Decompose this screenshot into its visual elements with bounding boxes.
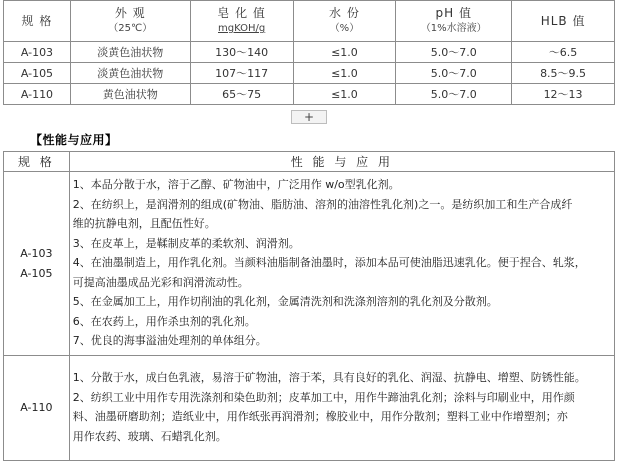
table-cell: ≤1.0: [293, 42, 396, 63]
table-cell: ≤1.0: [293, 63, 396, 84]
spec-header-cell: [512, 1, 615, 42]
table-cell: 淡黄色油状物: [70, 42, 190, 63]
header-label: 皂 化 值: [217, 6, 266, 20]
header-unit: （25℃）: [108, 23, 153, 34]
table-row: [4, 63, 615, 84]
content-line: 3、在皮革上，是鞣制皮革的柔软剂、润滑剂。: [72, 236, 300, 250]
table-cell: 12～13: [512, 84, 615, 105]
table-cell: 65～75: [190, 84, 293, 105]
table-cell: 5.0～7.0: [396, 63, 512, 84]
content-line: 维的抗静电剂，且配伍性好。: [72, 217, 216, 230]
table-cell: 107～117: [190, 63, 293, 84]
add-row-button[interactable]: +: [291, 110, 327, 124]
header-label: pH 值: [435, 6, 472, 20]
table-cell: 黄色油状物: [70, 84, 190, 105]
table-cell: ～6.5: [512, 42, 615, 63]
content-line: 2、纺织工业中用作专用洗涤剂和染色助剂；皮革加工中，用作牛蹄油乳化剂；涂料与印刷业中，用作颜: [72, 390, 575, 404]
spec-header-row: [4, 1, 615, 42]
content-line: 6、在农药上，用作杀虫剂的乳化剂。: [72, 314, 256, 328]
application-table: [3, 151, 615, 461]
content-line: 可提高油墨成品光彩和润滑流动性。: [72, 275, 249, 289]
table-cell: 淡黄色油状物: [70, 63, 190, 84]
header-label: 规 格: [21, 13, 53, 28]
table-row: [4, 356, 615, 461]
grade-cell: [4, 172, 70, 356]
table-cell: ≤1.0: [293, 84, 396, 105]
grade-label: A-110: [20, 401, 53, 414]
table-row: [4, 84, 615, 105]
app-header-content: 性 能 与 应 用: [69, 152, 614, 172]
app-header-row: [4, 152, 615, 172]
table-cell: 5.0～7.0: [396, 84, 512, 105]
table-cell: 130～140: [190, 42, 293, 63]
table-cell: A-103: [4, 42, 71, 63]
header-label: 水 份: [329, 6, 360, 20]
content-line: 料、油墨研磨助剂；造纸业中，用作纸张再润滑剂；橡胶业中，用作分散剂；塑料工业中作增塑剂；亦: [72, 410, 568, 423]
table-cell: A-110: [4, 84, 71, 105]
header-label: HLB 值: [540, 13, 586, 28]
content-line: 1、分散于水，成白色乳液，易溶于矿物油，溶于苯，具有良好的乳化、润湿、抗静电、增塑、防锈性能。: [72, 371, 586, 384]
spec-header-cell: [70, 1, 190, 42]
content-line: 4、在油墨制造上，用作乳化剂。当颜料油脂制备油墨时，添加本品可使油脂迅速乳化。便于捏合、轧浆，: [72, 256, 586, 269]
content-line: 2、在纺织上，是润滑剂的组成(矿物油、脂肪油、溶剂的油溶性乳化剂)之一。是纺织加工和生产合成纤: [72, 197, 573, 211]
app-header-grade: 规 格: [4, 152, 70, 172]
spec-header-cell: [396, 1, 512, 42]
table-cell: A-105: [4, 63, 71, 84]
spec-header-cell: [190, 1, 293, 42]
content-line: 5、在金属加工上，用作切削油的乳化剂，金属清洗剂和洗涤剂溶剂的乳化剂及分散剂。: [72, 295, 498, 308]
grade-label: A-105: [20, 266, 53, 280]
header-unit: （1%水溶液）: [420, 23, 487, 34]
table-row: [4, 172, 615, 356]
header-label: 外 观: [114, 6, 146, 20]
content-cell: [69, 172, 614, 356]
table-row: [4, 42, 615, 63]
header-unit: （%）: [329, 23, 360, 34]
spec-header-cell: [4, 1, 71, 42]
section-title: 【性能与应用】: [30, 133, 118, 147]
content-line: 1、本品分散于水，溶于乙醇、矿物油中，广泛用作 w/o型乳化剂。: [72, 178, 400, 191]
content-line: 7、优良的海事溢油处理剂的单体组分。: [72, 334, 267, 347]
content-line: 用作农药、玻璃、石蜡乳化剂。: [72, 429, 227, 443]
grade-cell: [4, 356, 70, 461]
spec-header-cell: [293, 1, 396, 42]
content-cell: [69, 356, 614, 461]
table-cell: 5.0～7.0: [396, 42, 512, 63]
specification-table: [3, 0, 615, 105]
table-cell: 8.5～9.5: [512, 63, 615, 84]
header-unit: mgKOH/g: [218, 23, 266, 34]
grade-label: A-103: [20, 246, 53, 260]
